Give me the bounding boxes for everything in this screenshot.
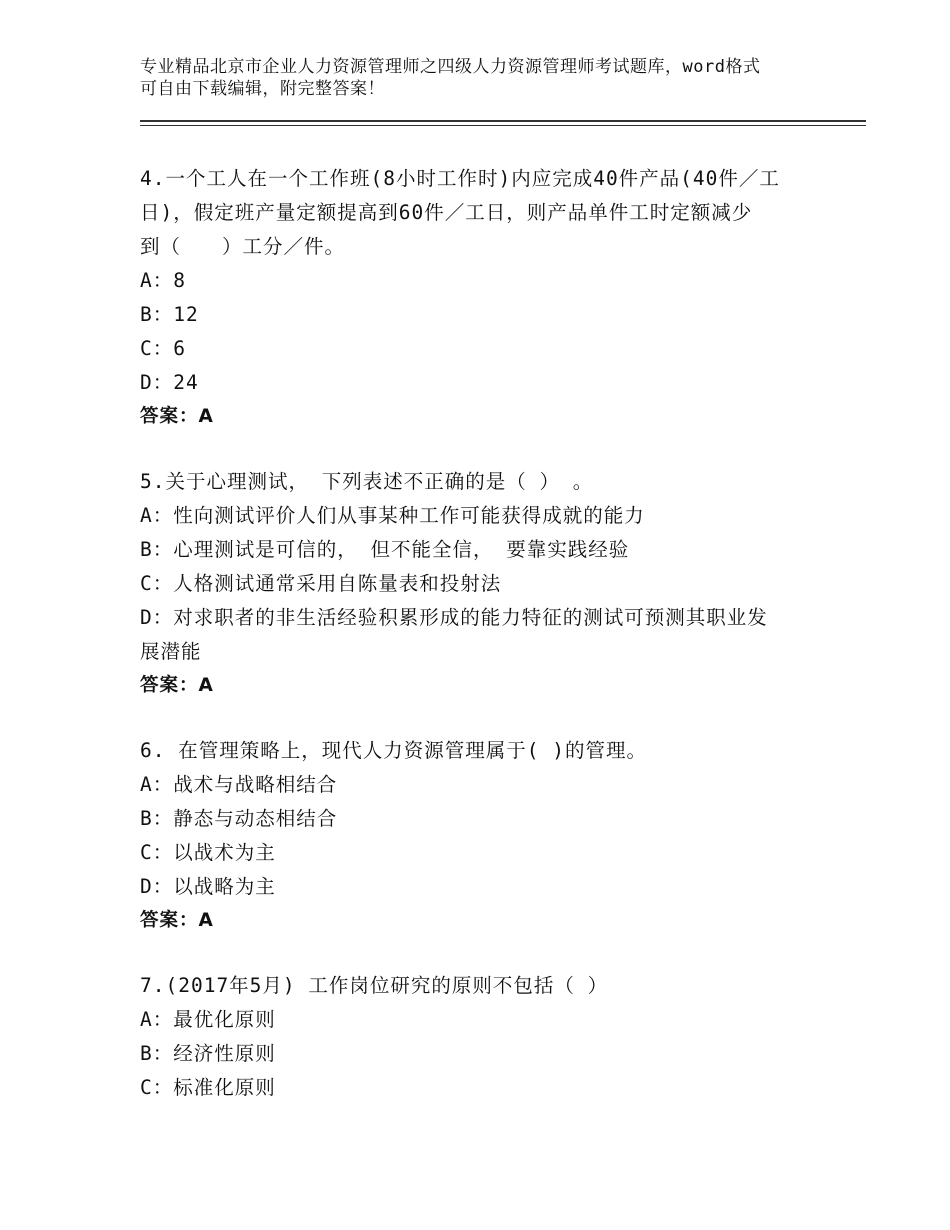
option-c: C：6 — [140, 337, 186, 360]
option-b: B：12 — [140, 303, 199, 326]
document-header — [140, 56, 820, 100]
question-7 — [140, 969, 820, 1105]
answer-label: 答案：A — [140, 675, 214, 696]
option-a: A：性向测试评价人们从事某种工作可能获得成就的能力 — [140, 504, 645, 527]
option-b: B：经济性原则 — [140, 1042, 276, 1065]
header-line-2: 可自由下载编辑，附完整答案！ — [140, 79, 385, 99]
option-a: A：战术与战略相结合 — [140, 773, 338, 796]
header-divider-thin — [140, 125, 866, 126]
header-divider — [140, 120, 866, 122]
answer-label: 答案：A — [140, 910, 214, 931]
question-stem: 4.一个工人在一个工作班(8小时工作时)内应完成40件产品(40件／工 — [140, 167, 780, 190]
option-b: B：静态与动态相结合 — [140, 807, 338, 830]
answer-label: 答案：A — [140, 406, 214, 427]
option-d-continued: 展潜能 — [140, 640, 202, 663]
question-stem: 到（ ）工分／件。 — [140, 235, 346, 258]
question-stem: 5.关于心理测试， 下列表述不正确的是（ ） 。 — [140, 470, 594, 493]
option-d: D：24 — [140, 371, 199, 394]
header-line-1: 专业精品北京市企业人力资源管理师之四级人力资源管理师考试题库，word格式 — [140, 57, 761, 77]
option-a: A：最优化原则 — [140, 1008, 276, 1031]
question-stem: 日)，假定班产量定额提高到60件／工日，则产品单件工时定额减少 — [140, 201, 753, 224]
option-c: C：人格测试通常采用自陈量表和投射法 — [140, 572, 502, 595]
option-a: A：8 — [140, 269, 186, 292]
option-d: D：以战略为主 — [140, 875, 276, 898]
option-c: C：以战术为主 — [140, 841, 276, 864]
question-5 — [140, 465, 820, 703]
option-d: D：对求职者的非生活经验积累形成的能力特征的测试可预测其职业发 — [140, 606, 768, 629]
option-b: B：心理测试是可信的， 但不能全信， 要靠实践经验 — [140, 538, 630, 561]
question-4 — [140, 162, 820, 434]
question-stem: 6. 在管理策略上，现代人力资源管理属于( )的管理。 — [140, 739, 647, 762]
question-stem: 7.(2017年5月) 工作岗位研究的原则不包括（ ） — [140, 974, 609, 997]
option-c: C：标准化原则 — [140, 1076, 276, 1099]
question-list — [140, 162, 820, 1136]
question-6 — [140, 734, 820, 938]
